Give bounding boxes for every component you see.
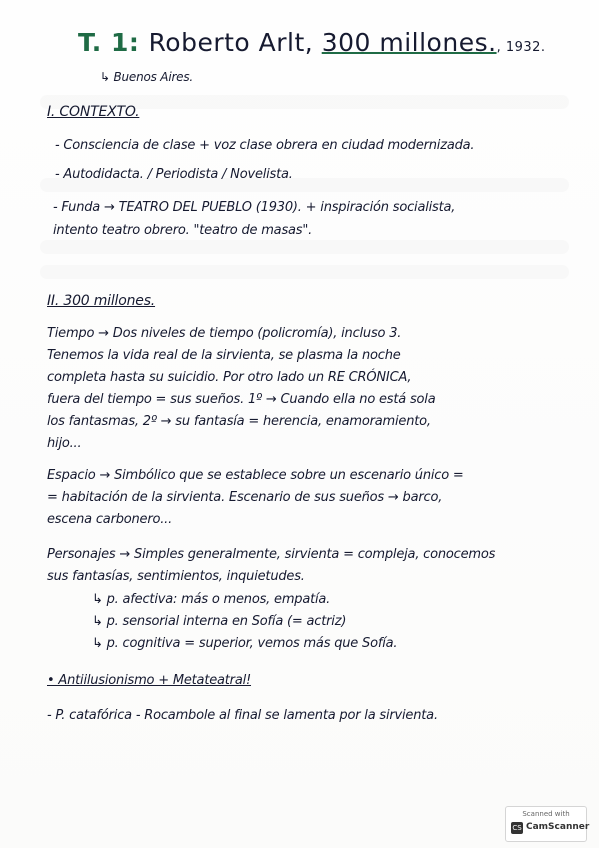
page-title — [78, 28, 546, 57]
tiempo-line: Tiempo → Dos niveles de tiempo (policromía), incluso 3. — [47, 326, 402, 341]
tiempo-line: hijo... — [47, 436, 82, 451]
tiempo-line: los fantasmas, 2º → su fantasía = herencia, enamoramiento, — [47, 414, 431, 429]
contexto-item: intento teatro obrero. "teatro de masas". — [53, 223, 313, 238]
personajes-sub: ↳ p. cognitiva = superior, vemos más que Sofía. — [92, 636, 398, 651]
antiilusionismo-line: • Antiilusionismo + Metateatral! — [47, 673, 252, 688]
camscanner-watermark — [505, 806, 590, 842]
title-year: , 1932. — [496, 40, 546, 55]
camscanner-logo-icon: CS — [512, 824, 522, 832]
cataforica-line: - P. catafórica - Rocambole al final se lamenta por la sirvienta. — [47, 708, 438, 723]
section-contexto-heading: I. CONTEXTO. — [47, 104, 140, 120]
contexto-item: - Funda → TEATRO DEL PUEBLO (1930). + inspiración socialista, — [53, 200, 456, 215]
tiempo-line: completa hasta su suicidio. Por otro lado un RE CRÓNICA, — [47, 370, 412, 385]
contexto-item: - Autodidacta. / Periodista / Novelista. — [55, 167, 293, 182]
scanner-name: CamScanner — [526, 822, 590, 832]
personajes-sub: ↳ p. afectiva: más o menos, empatía. — [92, 592, 331, 607]
espacio-line: = habitación de la sirvienta. Escenario de sus sueños → barco, — [47, 490, 443, 505]
title-prefix: T. 1 — [78, 28, 129, 57]
title-author: Roberto Arlt, — [148, 28, 322, 57]
bleed-through-line — [40, 240, 569, 254]
title-separator: : — [128, 28, 149, 57]
espacio-line: escena carbonero... — [47, 512, 173, 527]
espacio-line: Espacio → Simbólico que se establece sobre un escenario único = — [47, 468, 464, 483]
tiempo-line: Tenemos la vida real de la sirvienta, se plasma la noche — [47, 348, 401, 363]
personajes-line: Personajes → Simples generalmente, sirvienta = compleja, conocemos — [47, 547, 496, 562]
bleed-through-line — [40, 265, 569, 279]
title-work: 300 millones. — [321, 28, 497, 57]
personajes-line: sus fantasías, sentimientos, inquietudes. — [47, 569, 305, 584]
personajes-sub: ↳ p. sensorial interna en Sofía (= actriz) — [92, 614, 347, 629]
scanner-caption: Scanned with — [522, 810, 570, 818]
subtitle: ↳ Buenos Aires. — [100, 70, 194, 84]
tiempo-line: fuera del tiempo = sus sueños. 1º → Cuando ella no está sola — [47, 392, 436, 407]
section-300-millones-heading: II. 300 millones. — [47, 293, 156, 309]
contexto-item: - Consciencia de clase + voz clase obrera en ciudad modernizada. — [55, 138, 475, 153]
